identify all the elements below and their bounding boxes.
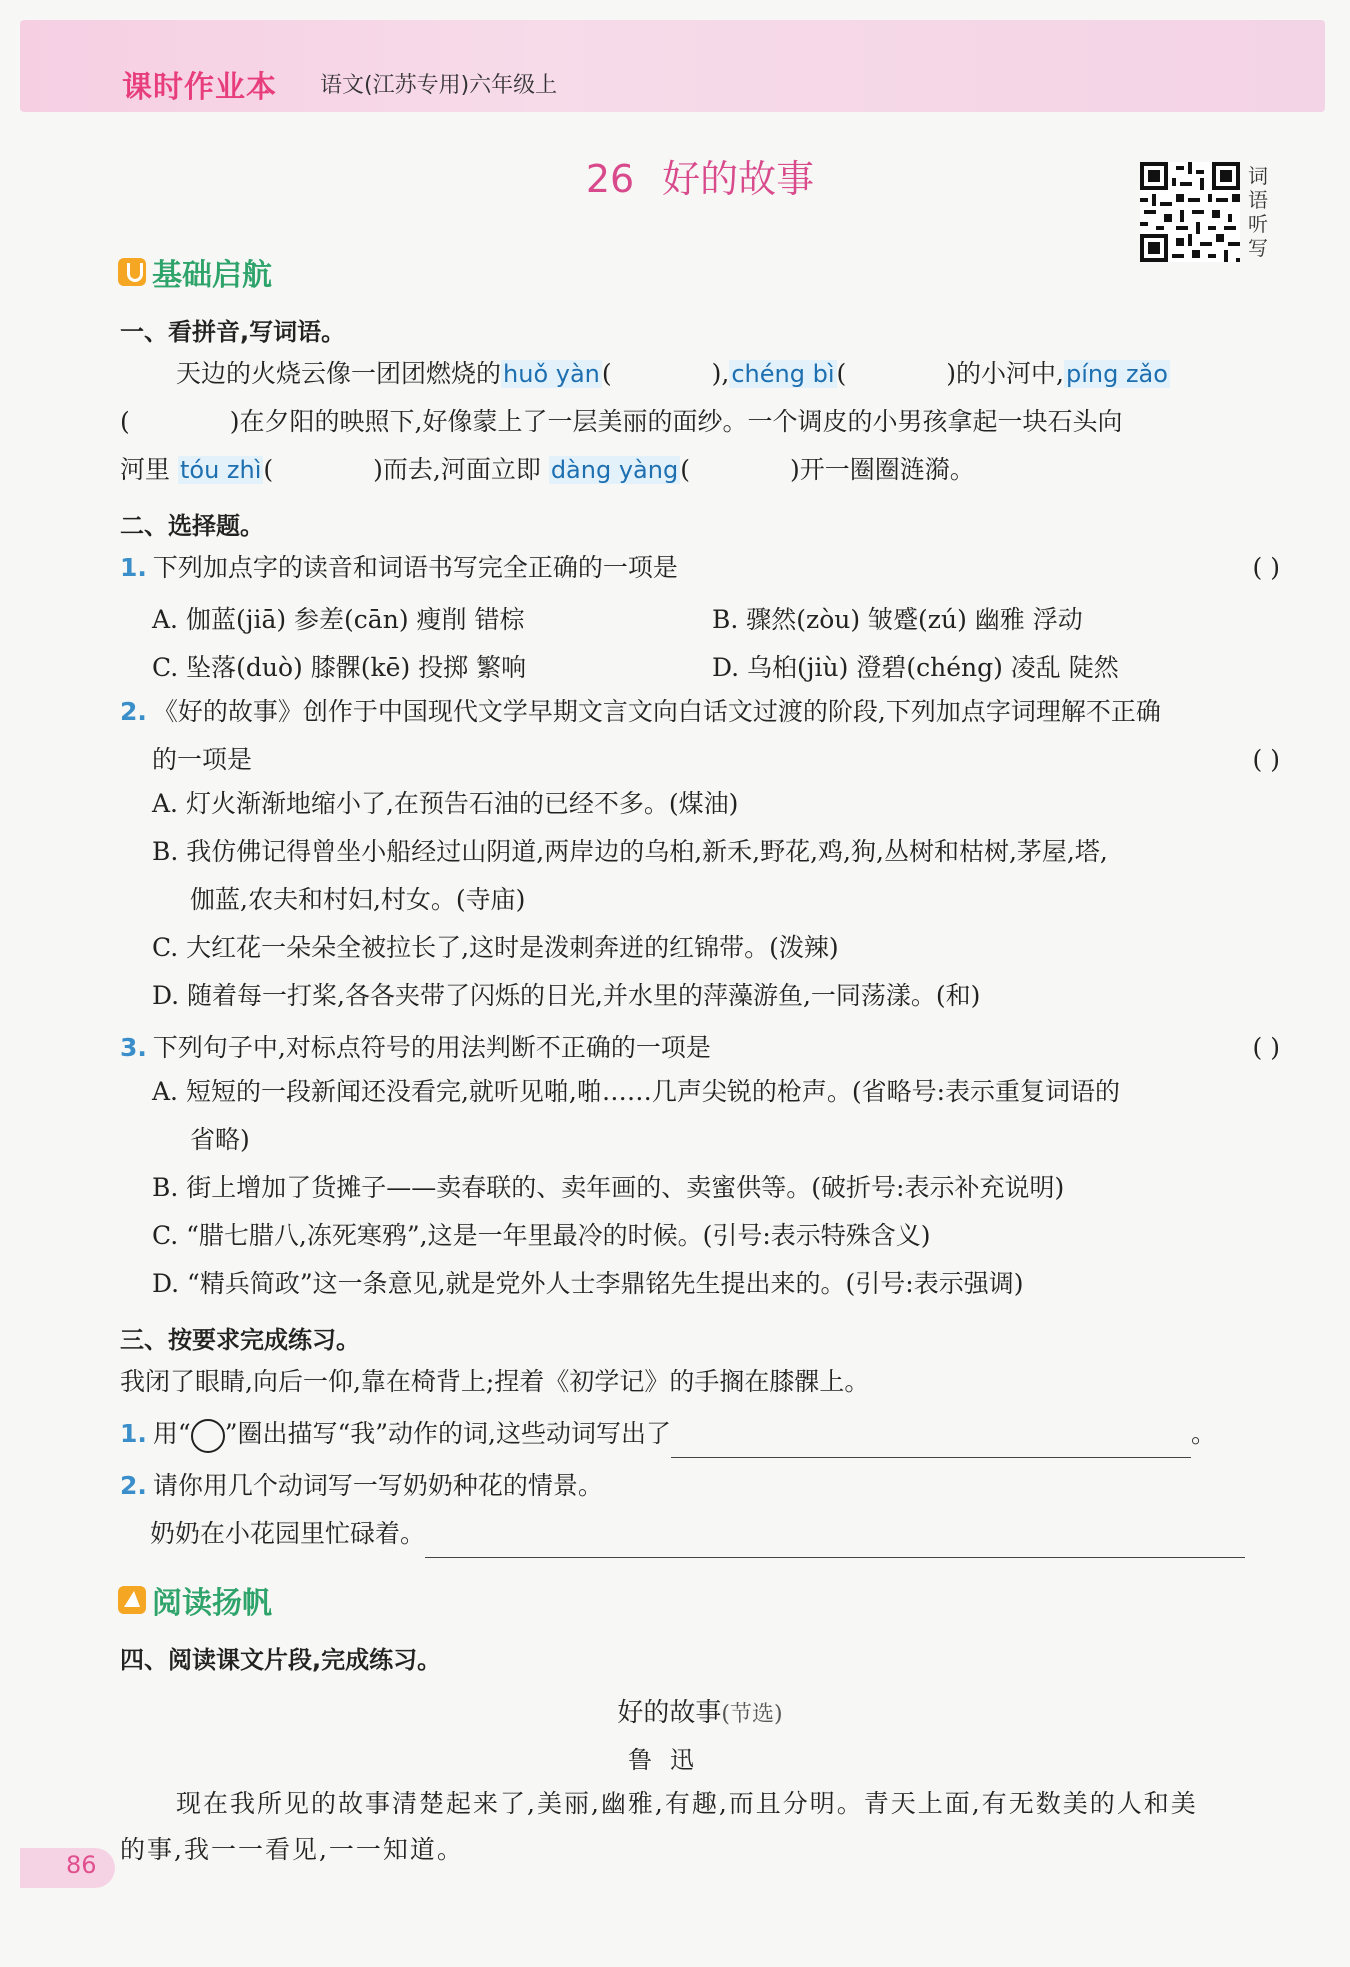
q2-option-b-cont: 伽蓝,农夫和村妇,村女。(寺庙)	[190, 885, 526, 914]
answer-paren[interactable]: ( )	[1252, 745, 1280, 774]
q1-option-b[interactable]: B. 骤然(zòu) 皱蹙(zú) 幽雅 浮动	[712, 605, 1083, 634]
question-1: 1. 下列加点字的读音和词语书写完全正确的一项是 ( )	[120, 544, 1280, 592]
q1-option-c[interactable]: C. 坠落(duò) 膝髁(kē) 投掷 繁响	[152, 653, 527, 682]
pinyin-line-2: ( )在夕阳的映照下,好像蒙上了一层美丽的面纱。一个调皮的小男孩拿起一块石头向	[120, 407, 1123, 436]
q1-option-d[interactable]: D. 乌桕(jiù) 澄碧(chéng) 凌乱 陡然	[712, 653, 1119, 682]
question-2: 2. 《好的故事》创作于中国现代文学早期文言文向白话文过渡的阶段,下列加点字词理解不正确	[120, 697, 1161, 726]
q2-option-d[interactable]: D. 随着每一打桨,各各夹带了闪烁的日光,并水里的萍藻游鱼,一同荡漾。(和)	[152, 981, 981, 1010]
reading-paragraph-line-2: 的事,我一一看见,一一知道。	[120, 1835, 464, 1864]
answer-paren[interactable]: ( )	[1252, 1033, 1280, 1062]
qr-label-char: 听	[1248, 212, 1268, 236]
part3-sentence: 我闭了眼睛,向后一仰,靠在椅背上;捏着《初学记》的手搁在膝髁上。	[120, 1367, 870, 1396]
brand-title: 课时作业本	[122, 70, 277, 105]
q3-option-b[interactable]: B. 街上增加了货摊子——卖春联的、卖年画的、卖蜜供等。(破折号:表示补充说明)	[152, 1173, 1065, 1202]
qr-label-char: 语	[1248, 188, 1268, 212]
part2-heading: 二、选择题。	[120, 512, 264, 540]
answer-paren[interactable]: ( )	[1252, 553, 1280, 582]
qr-label-char: 词	[1248, 164, 1268, 188]
q3-option-d[interactable]: D. “精兵简政”这一条意见,就是党外人士李鼎铭先生提出来的。(引号:表示强调)	[152, 1269, 1024, 1298]
pinyin-pingzao: píng zǎo	[1065, 360, 1168, 388]
section-reading-heading	[118, 1578, 272, 1622]
part3-question-1: 1. 用“ ”圈出描写“我”动作的词,这些动词写出了 。	[120, 1410, 1280, 1458]
q3-option-a[interactable]: A. 短短的一段新闻还没看完,就听见啪,啪……几声尖锐的枪声。(省略号:表示重复词语的	[152, 1077, 1121, 1106]
q2-option-b[interactable]: B. 我仿佛记得曾坐小船经过山阴道,两岸边的乌桕,新禾,野花,鸡,狗,丛树和枯树,茅屋,塔,	[152, 837, 1108, 866]
reading-title: 好的故事(节选)	[617, 1698, 783, 1728]
lesson-number: 26	[585, 157, 635, 201]
qr-code-icon[interactable]	[1140, 162, 1240, 262]
anchor-icon	[118, 258, 146, 286]
section-title: 基础启航	[152, 258, 272, 293]
section-foundation-heading	[118, 250, 272, 294]
pinyin-dangyang: dàng yàng	[550, 456, 679, 484]
q3-option-c[interactable]: C. “腊七腊八,冻死寒鸦”,这是一年里最冷的时候。(引号:表示特殊含义)	[152, 1221, 931, 1250]
q1-option-a[interactable]: A. 伽蓝(jiā) 参差(cān) 瘦削 错棕	[152, 605, 525, 634]
lesson-name: 好的故事	[662, 157, 815, 201]
book-subtitle: 语文(江苏专用)六年级上	[320, 73, 558, 98]
reading-author: 鲁迅	[628, 1746, 712, 1774]
question-3: 3. 下列句子中,对标点符号的用法判断不正确的一项是 ( )	[120, 1024, 1280, 1072]
q2-option-c[interactable]: C. 大红花一朵朵全被拉长了,这时是泼刺奔迸的红锦带。(泼辣)	[152, 933, 839, 962]
pinyin-line-1: 天边的火烧云像一团团燃烧的huǒ yàn( ),chéng bì( )的小河中,píng zǎo	[176, 359, 1168, 388]
pinyin-huoyan: huǒ yàn	[503, 360, 600, 388]
sail-icon	[118, 1586, 146, 1614]
circle-icon	[191, 1419, 225, 1453]
reading-paragraph-line-1: 现在我所见的故事清楚起来了,美丽,幽雅,有趣,而且分明。青天上面,有无数美的人和美	[176, 1789, 1198, 1818]
part3-answer-line: 奶奶在小花园里忙碌着。	[150, 1510, 1280, 1558]
pinyin-touzhi: tóu zhì	[179, 456, 262, 484]
q2-option-a[interactable]: A. 灯火渐渐地缩小了,在预告石油的已经不多。(煤油)	[152, 789, 739, 818]
part3-heading: 三、按要求完成练习。	[120, 1326, 360, 1354]
part4-heading: 四、阅读课文片段,完成练习。	[120, 1646, 442, 1674]
qr-label	[1248, 164, 1272, 260]
part3-question-2: 2. 请你用几个动词写一写奶奶种花的情景。	[120, 1471, 603, 1500]
page-number: 86	[66, 1851, 97, 1879]
answer-line[interactable]	[425, 1523, 1245, 1558]
section-title: 阅读扬帆	[152, 1586, 272, 1621]
pinyin-line-3: 河里 tóu zhì( )而去,河面立即 dàng yàng( )开一圈圈涟漪。	[120, 455, 975, 484]
q3-option-a-cont: 省略)	[190, 1125, 250, 1154]
question-2-cont: 的一项是 ( )	[152, 736, 1280, 784]
pinyin-chengbi: chéng bì	[731, 360, 835, 388]
part1-heading: 一、看拼音,写词语。	[120, 318, 346, 346]
qr-label-char: 写	[1248, 236, 1268, 260]
answer-line[interactable]	[671, 1423, 1191, 1458]
